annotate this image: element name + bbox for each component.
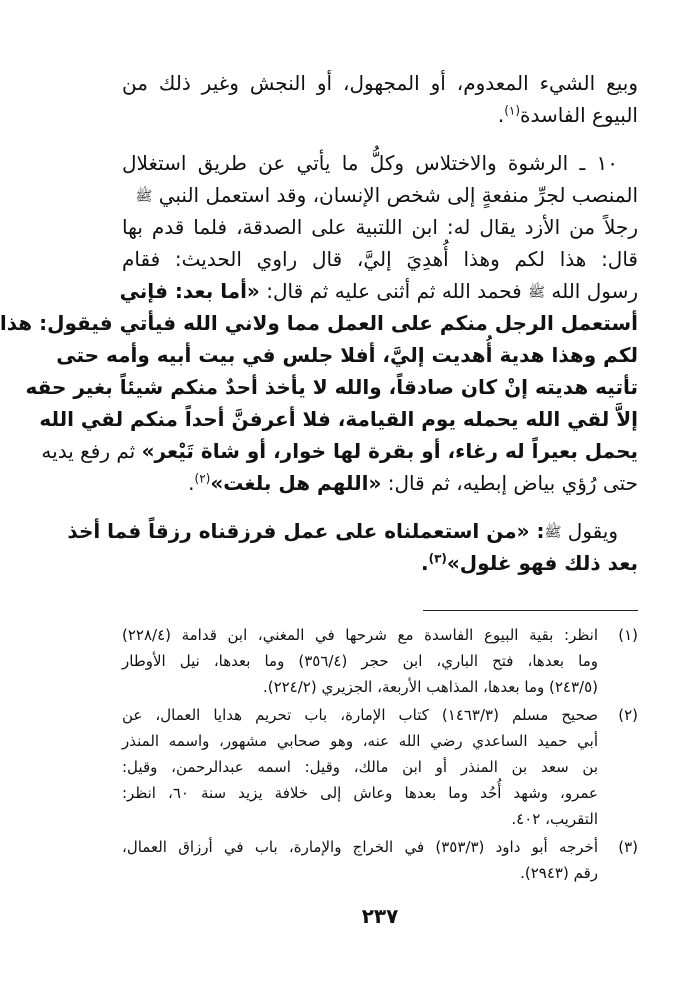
paragraph-2-line-8: تأتيه هديته إنْ كان صادقاً، والله لا يأخذ أحدٌ منكم شيئاً بغير حقه	[25, 375, 638, 399]
page-number: ٢٣٧	[361, 904, 399, 928]
footnote-line: انظر: بقية البيوع الفاسدة مع شرحها في المغني، ابن قدامة (٢٢٨/٤)	[122, 626, 598, 644]
footnote-ref-1: (١)	[504, 103, 521, 118]
footnote-line: التقريب، ٤٠٢.	[511, 810, 598, 828]
footnote-line: عمرو، وشهد أُحُد وما بعدها وعاش إلى خلافة يزيد سنة ٦٠، انظر:	[122, 784, 599, 802]
footnote-line: بن سعد بن المنذر أو ابن مالك، وقيل: اسمه عبدالرحمن، وقيل:	[122, 758, 598, 776]
paragraph-2-line-9: إلاَّ لقي الله يحمله يوم القيامة، فلا أعرفنَّ أحداً منكم لقي الله	[39, 407, 638, 431]
footnote-1	[122, 622, 638, 700]
footnote-ref-2: (٢)	[194, 471, 211, 486]
footnote-number: (٢)	[618, 706, 638, 724]
pbuh-symbol: ﷺ	[135, 188, 153, 205]
paragraph-1-line-2: البيوع الفاسدة$^{(١)}$.	[497, 103, 638, 127]
footnote-number: (٣)	[618, 838, 638, 856]
paragraph-2-line-1: ١٠ ـ الرشوة والاختلاس وكلُّ ما يأتي عن طريق استغلال	[122, 151, 618, 175]
footnote-separator	[423, 610, 638, 611]
footnote-line: (٢٤٣/٥) وما بعدها، المذاهب الأربعة، الجزيري (٢٢٤/٢).	[262, 678, 598, 696]
paragraph-2-line-10: يحمل بعيراً له رغاء، أو بقرة لها خوار، أو شاة تَيْعر» ثم رفع يديه	[41, 439, 638, 463]
paragraph-2-line-5: رسول الله ﷺ فحمد الله ثم أثنى عليه ثم قال: «أما بعد: فإني	[119, 279, 638, 303]
footnote-line: رقم (٢٩٤٣).	[520, 864, 598, 882]
paragraph-2-line-3: رجلاً من الأزد يقال له: ابن اللتبية على الصدقة، فلما قدم بها	[122, 215, 638, 239]
pbuh-symbol: ﷺ	[528, 284, 545, 301]
footnote-line: وما بعدها، فتح الباري، ابن حجر (٣٥٦/٤) وما بعدها، نيل الأوطار	[122, 652, 598, 670]
paragraph-2-line-4: قال: هذا لكم وهذا أُهدِيَ إليَّ، قال راوي الحديث: فقام	[122, 247, 638, 271]
paragraph-2-line-7: لكم وهذا هدية أُهديت إليَّ، أفلا جلس في بيت أبيه وأمه حتى	[56, 343, 638, 367]
paragraph-1-line-1: وبيع الشيء المعدوم، أو المجهول، أو النجش وغير ذلك من	[122, 71, 638, 95]
paragraph-2-line-2: المنصب لجرِّ منفعةٍ إلى شخص الإنسان، وقد استعمل النبي ﷺ	[135, 183, 638, 207]
footnote-number: (١)	[618, 626, 638, 644]
footnote-3	[122, 834, 638, 886]
footnote-line: صحيح مسلم (١٤٦٣/٣) كتاب الإمارة، باب تحريم هدايا العمال، عن	[122, 706, 598, 724]
paragraph-3-line-1: ويقول ﷺ: «من استعملناه على عمل فرزقناه رزقاً فما أخذ	[67, 519, 618, 543]
footnote-line: أخرجه أبو داود (٣٥٣/٣) في الخراج والإمارة، باب في أرزاق العمال،	[122, 838, 598, 856]
paragraph-3-line-2: بعد ذلك فهو غلول»$^{(٣)}$.	[420, 551, 638, 575]
footnote-ref-3: (٣)	[428, 551, 447, 566]
footnote-line: أبي حميد الساعدي رضي الله عنه، وهو صحابي مشهور، واسمه المنذر	[122, 732, 598, 750]
paragraph-2-line-11: حتى رُؤي بياض إبطيه، ثم قال: «اللهم هل بلغت»$^{(٢)}$.	[188, 471, 638, 495]
book-page	[0, 56, 638, 993]
footnote-2	[122, 702, 638, 832]
paragraph-2-line-6: أستعمل الرجل منكم على العمل مما ولاني الله فيأتي فيقول: هذا	[0, 311, 638, 335]
pbuh-symbol: ﷺ	[544, 524, 562, 541]
